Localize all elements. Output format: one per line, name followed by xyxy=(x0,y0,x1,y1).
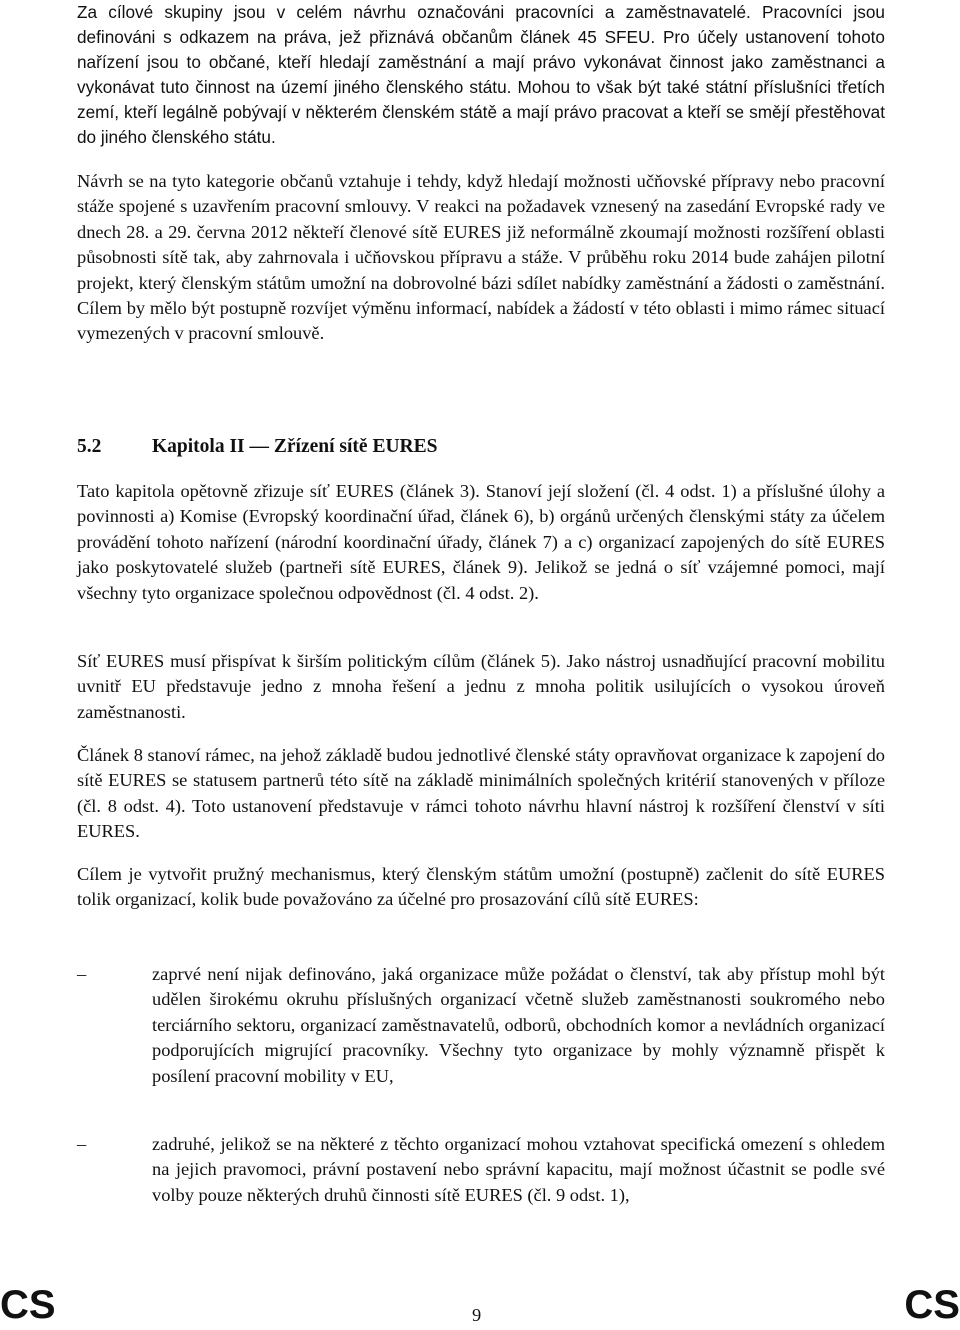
list-dash: – xyxy=(77,964,87,984)
section-number: 5.2 xyxy=(77,436,102,457)
list-item: zaprvé není nijak definováno, jaká organizace může požádat o členství, tak aby přístup mohl být udělen širokému okruhu příslušných organizací včetně služeb zaměstnanosti soukromého nebo terciárního sektoru, organizací zaměstnavatelů, odborů, obchodních komor a nevládních organizací podporujících migrující pracovníky. Všechny tyto organizace by mohly významně přispět k posílení pracovní mobility v EU, xyxy=(152,964,885,1086)
paragraph-article-8: Článek 8 stanoví rámec, na jehož základě budou jednotlivé členské státy opravňovat organizace k zapojení do sítě EURES se statusem partnerů této sítě na základě minimálních společných kritérií stanovených v příloze (čl. 8 odst. 4). Toto ustanovení představuje v rámci tohoto návrhu hlavní nástroj k rozšíření členství v síti EURES. xyxy=(77,745,885,842)
paragraph-apprenticeships: Návrh se na tyto kategorie občanů vztahuje i tehdy, když hledají možnosti učňovské přípravy nebo pracovní stáže spojené s uzavřením pracovní smlouvy. V reakci na požadavek vznesený na zasedání Evropské rady ve dnech 28. a 29. června 2012 někteří členové sítě EURES již neformálně zkoumají možnosti rozšíření oblasti působnosti sítě tak, aby zahrnovala i učňovskou přípravu a stáže. V průběhu roku 2014 bude zahájen pilotní projekt, který členským státům umožní na dobrovolné bázi sdílet nabídky zaměstnání a žádosti o zaměstnání. Cílem by mělo být postupně rozvíjet výměnu informací, nabídek a žádostí v této oblasti i mimo rámec situací vymezených v pracovní smlouvě. xyxy=(77,171,885,344)
paragraph-mechanism: Cílem je vytvořit pružný mechanismus, který členským státům umožní (postupně) začlenit do sítě EURES tolik organizací, kolik bude považováno za účelné pro prosazování cílů sítě EURES: xyxy=(77,864,885,910)
paragraph-target-groups: Za cílové skupiny jsou v celém návrhu označováni pracovníci a zaměstnavatelé. Pracovníci jsou definováni s odkazem na práva, jež přiznává občanům článek 45 SFEU. Pro účely ustanovení tohoto nařízení jsou to občané, kteří hledají zaměstnání a mají právo vykonávat činnost jako zaměstnanci a vykonávat tuto činnost na území jiného členského státu. Mohou to však být také státní příslušníci třetích zemí, kteří legálně pobývají v některém členském státě a mají právo pracovat a kteří se smějí přestěhovat do jiného členského státu. xyxy=(77,2,885,147)
page-number: 9 xyxy=(472,1305,482,1325)
section-heading xyxy=(77,436,437,458)
paragraph-chapter-summary: Tato kapitola opětovně zřizuje síť EURES (článek 3). Stanoví její složení (čl. 4 odst. 1) a příslušné úlohy a povinnosti a) Komise (Evropský koordinační úřad, článek 6), b) orgánů určených členskými státy za účelem provádění tohoto nařízení (národní koordinační úřady, článek 7) a c) organizací zapojených do sítě EURES jako poskytovatelé služeb (partneři sítě EURES, článek 9). Jelikož se jedná o síť vzájemné pomoci, mají všechny tyto organizace společnou odpovědnost (čl. 4 odst. 2). xyxy=(77,481,885,603)
paragraph-policy-goals: Síť EURES musí přispívat k širším politickým cílům (článek 5). Jako nástroj usnadňující pracovní mobilitu uvnitř EU představuje jedno z mnoha řešení a jednu z mnoha politik usilujících o vysokou úroveň zaměstnanosti. xyxy=(77,651,885,722)
section-title: Kapitola II — Zřízení sítě EURES xyxy=(152,436,438,457)
list-dash: – xyxy=(77,1134,87,1154)
list-item: zadruhé, jelikož se na některé z těchto organizací mohou vztahovat specifická omezení s ohledem na jejich pravomoci, právní postavení nebo správní kapacitu, mají možnost účastnit se podle své volby pouze některých druhů činnosti sítě EURES (čl. 9 odst. 1), xyxy=(152,1134,885,1205)
footer-language-left: CS xyxy=(0,1283,56,1327)
footer-language-right: CS xyxy=(904,1283,960,1327)
